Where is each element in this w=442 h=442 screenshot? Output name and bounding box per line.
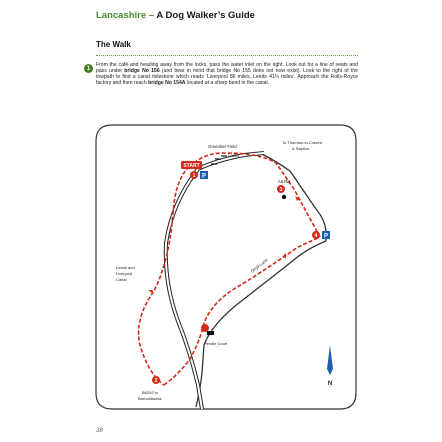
label-skipton: & Skipton — [292, 146, 310, 151]
header-separator: – — [146, 10, 157, 21]
section-title: The Walk — [96, 40, 131, 49]
label-barnoldswick: Barnoldswick — [138, 396, 162, 401]
label-canal-3: Canal — [116, 277, 127, 282]
label-thornton: To Thornton-in-Craven — [282, 140, 322, 145]
label-locks: Locks — [228, 153, 240, 158]
marker-4-label: 4 — [314, 233, 318, 239]
label-b6252: B6252 to — [142, 390, 159, 395]
book-header — [96, 10, 255, 21]
marker-2-label: 2 — [154, 378, 158, 384]
north-label: N — [327, 381, 333, 387]
instruction-bold: bridge No 154A — [148, 80, 186, 87]
parking-icon-label: P — [323, 233, 329, 240]
map-frame — [96, 125, 356, 409]
marker-3-label: 3 — [279, 187, 283, 193]
label-ghyll-lane: Ghyll Lane — [249, 257, 269, 274]
header-county: Lancashire — [96, 10, 147, 21]
pendle-court-icon — [207, 331, 214, 335]
label-canal-1: Leeds and — [116, 265, 135, 270]
step-number-badge: 1 — [84, 64, 93, 73]
route-map — [94, 123, 358, 411]
walk-instructions — [96, 62, 358, 86]
pendle-marker — [201, 324, 209, 332]
label-pendle-court: Pendle Court — [204, 341, 228, 346]
instruction-text: (and bear in mind that bridge No 155 does not now exist). Look to the right of the towpath to find a canal milestone which reads ‘Liverpool 86 miles, Leeds 41¼ miles’. Approach the Rolls-Royce factory and then reach — [96, 68, 358, 87]
label-a6252: A6252 — [278, 179, 291, 184]
marker-1-label: 1 — [192, 173, 196, 179]
pub-icon — [282, 195, 286, 199]
instruction-text: located at a sharp bend in the canal. — [185, 80, 270, 87]
label-canal-2: Liverpool — [116, 271, 133, 276]
start-label: START — [183, 163, 200, 169]
instruction-text: From the café and heading away from the locks, pass the water inlet on the right. Look out for a line of seats and pass under — [96, 62, 358, 75]
header-book-title: A Dog Walker’s Guide — [156, 10, 255, 21]
dotted-divider — [96, 55, 358, 56]
page-number: 38 — [96, 428, 103, 434]
instruction-bold: bridge No 156 — [124, 68, 160, 75]
label-greenber-field: Greenber Field — [208, 144, 237, 149]
parking-icon-label: P — [201, 173, 207, 180]
